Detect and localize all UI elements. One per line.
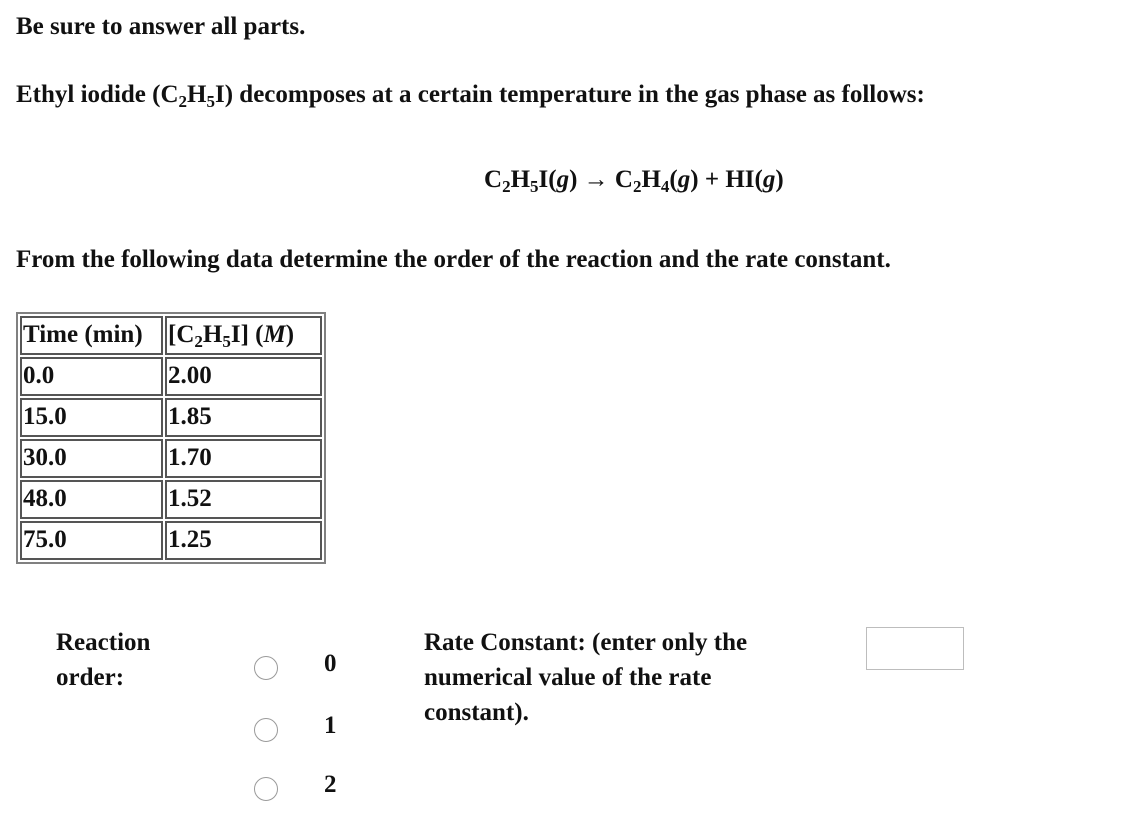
- header-concentration: $[C_2H_5I]$ (M): [165, 316, 322, 355]
- cell-conc: 1.52: [165, 480, 322, 519]
- order-radio-1[interactable]: [254, 718, 278, 742]
- question-prompt: From the following data determine the order of the reaction and the rate constant.: [16, 246, 891, 273]
- order-option-label[interactable]: 1: [324, 712, 337, 739]
- cell-conc: 1.85: [165, 398, 322, 437]
- rate-constant-label: Rate Constant: (enter only the numerical value of the rate constant).: [424, 629, 748, 726]
- cell-time: 75.0: [20, 521, 163, 560]
- data-table: [16, 312, 326, 564]
- intro-text: Ethyl iodide $(C_2H_5I)$ decomposes at a certain temperature in the gas phase as follows:: [16, 81, 925, 111]
- order-option-label[interactable]: 2: [324, 771, 337, 798]
- reaction-equation: $C_2H_5I(g) \to C_2H_4(g) + HI(g)$: [484, 166, 784, 196]
- cell-time: 30.0: [20, 439, 163, 478]
- table-row: [20, 521, 322, 560]
- cell-conc: 1.70: [165, 439, 322, 478]
- order-radio-2[interactable]: [254, 777, 278, 801]
- table-header-row: [20, 316, 322, 355]
- reaction-arrow: →: [577, 166, 615, 193]
- cell-conc: 2.00: [165, 357, 322, 396]
- instruction-text: Be sure to answer all parts.: [16, 13, 306, 40]
- header-time: Time (min): [20, 316, 163, 355]
- cell-time: 15.0: [20, 398, 163, 437]
- table-row: [20, 480, 322, 519]
- table-row: [20, 439, 322, 478]
- order-radio-0[interactable]: [254, 656, 278, 680]
- cell-time: 0.0: [20, 357, 163, 396]
- cell-conc: 1.25: [165, 521, 322, 560]
- table-row: [20, 357, 322, 396]
- order-option-label[interactable]: 0: [324, 650, 337, 677]
- reaction-order-label: Reaction order:: [56, 629, 151, 691]
- cell-time: 48.0: [20, 480, 163, 519]
- table-row: [20, 398, 322, 437]
- rate-constant-input[interactable]: [866, 627, 964, 670]
